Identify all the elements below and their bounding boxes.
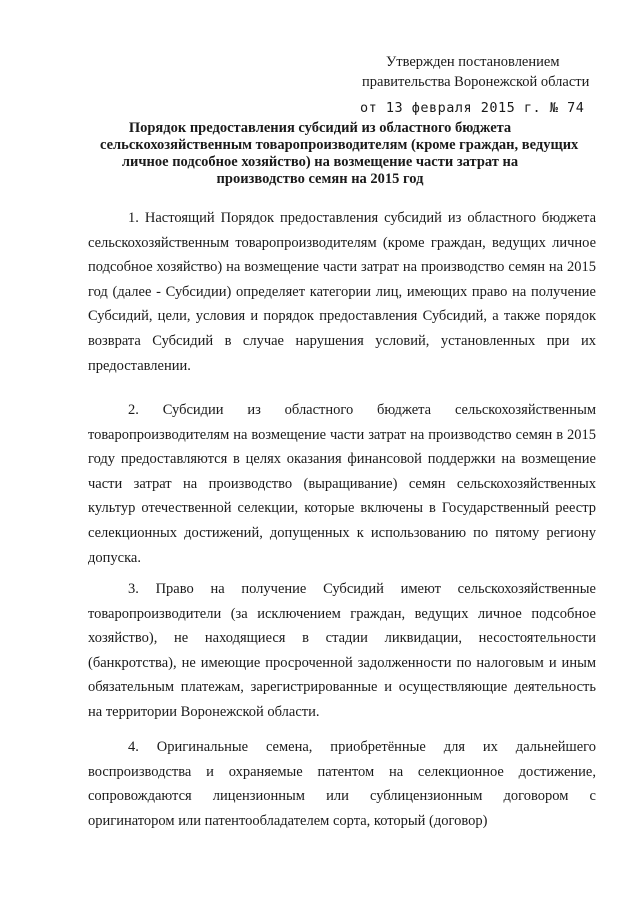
approval-stamp xyxy=(360,52,620,118)
paragraph-2: 2. Субсидии из областного бюджета сельскохозяйственным товаропроизводителям на возмещение части затрат на производство семян в 2015 году предоставляются в целях оказания финансовой поддержки на возмещение части затрат на производство (выращивание) семян сельскохозяйственных культур отечественной селекции, которые включены в Государственный реестр селекционных достижений, допущенных к использованию по пятому региону допуска. xyxy=(88,402,596,566)
title-line-2: сельскохозяйственным товаропроизводителям (кроме граждан, ведущих xyxy=(100,137,579,153)
approval-line-2: правительства Воронежской области xyxy=(362,74,590,90)
paragraph-1: 1. Настоящий Порядок предоставления субсидий из областного бюджета сельскохозяйственным товаропроизводителям (кроме граждан, ведущих личное подсобное хозяйство) на возмещение части затрат на производство семян на 2015 год (далее - Субсидии) определяет категории лиц, имеющих право на получение Субсидий, цели, условия и порядок предоставления Субсидий, а также порядок возврата Субсидий в случае нарушения условий, установленных при их предоставлении. xyxy=(88,210,596,374)
document-title xyxy=(100,120,579,188)
paragraph-4: 4. Оригинальные семена, приобретённые для их дальнейшего воспроизводства и охраняемые патентом на селекционное достижение, сопровождаются лицензионным или сублицензионным договором с оригинатором или патентообладателем сорта, который (договор) xyxy=(88,739,596,829)
paragraph-3: 3. Право на получение Субсидий имеют сельскохозяйственные товаропроизводители (за исключением граждан, ведущих личное подсобное хозяйство), не находящиеся в стадии ликвидации, несостоятельности (банкротства), не имеющие просроченной задолженности по налоговым и иным обязательным платежам, зарегистрированные и осуществляющие деятельность на территории Воронежской области. xyxy=(88,581,596,720)
title-line-3: личное подсобное хозяйство) на возмещение части затрат на xyxy=(121,154,519,170)
approval-date: от 13 февраля 2015 г. № 74 xyxy=(360,100,585,116)
title-line-1: Порядок предоставления субсидий из областного бюджета xyxy=(128,120,512,136)
title-line-4: производство семян на 2015 год xyxy=(216,171,424,187)
approval-line-1: Утвержден постановлением xyxy=(386,54,560,70)
